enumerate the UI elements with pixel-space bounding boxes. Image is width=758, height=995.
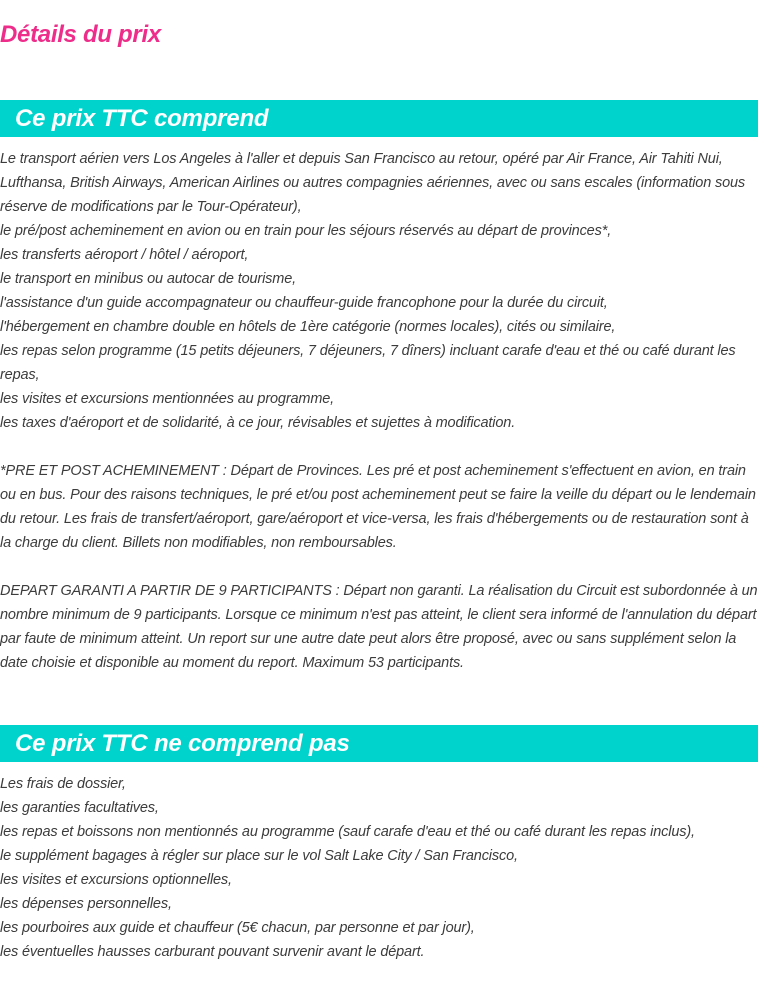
excluded-item: le supplément bagages à régler sur place sur le vol Salt Lake City / San Francisco,	[0, 848, 518, 864]
page-title: Détails du prix	[0, 21, 161, 48]
included-item: l'assistance d'un guide accompagnateur ou chauffeur-guide francophone pour la durée du circuit,	[0, 295, 608, 311]
excluded-item: les garanties facultatives,	[0, 800, 159, 816]
included-item: le transport en minibus ou autocar de tourisme,	[0, 271, 296, 287]
acheminement-note: *PRE ET POST ACHEMINEMENT : Départ de Provinces. Les pré et post acheminement s'effectuent en avion, en train ou en bus. Pour des raisons techniques, le pré et/ou post acheminement peut se faire la veille du départ ou le lendemain du retour. Les frais de transfert/aéroport, gare/aéroport et vice-versa, les frais d'hébergements ou de restauration sont à la charge du client. Billets non modifiables, non remboursables.	[0, 463, 756, 551]
excluded-heading: Ce prix TTC ne comprend pas	[15, 730, 350, 757]
excluded-item: Les frais de dossier,	[0, 776, 126, 792]
spacer	[0, 435, 758, 459]
included-item: Le transport aérien vers Los Angeles à l'aller et depuis San Francisco au retour, opéré par Air France, Air Tahiti Nui, Lufthansa, British Airways, American Airlines ou autres compagnies aériennes, avec ou sans escales (information sous réserve de modifications par le Tour-Opérateur),	[0, 151, 746, 215]
excluded-item: les pourboires aux guide et chauffeur (5€ chacun, par personne et par jour),	[0, 920, 475, 936]
depart-garanti-note: DEPART GARANTI A PARTIR DE 9 PARTICIPANTS : Départ non garanti. La réalisation du Circuit est subordonnée à un nombre minimum de 9 participants. Lorsque ce minimum n'est pas atteint, le client sera informé de l'annulation du départ par faute de minimum atteint. Un report sur une autre date peut alors être proposé, avec ou sans supplément selon la date choisie et disponible au moment du report. Maximum 53 participants.	[0, 583, 758, 671]
excluded-item: les dépenses personnelles,	[0, 896, 172, 912]
included-item: les visites et excursions mentionnées au programme,	[0, 391, 335, 407]
included-item: l'hébergement en chambre double en hôtels de 1ère catégorie (normes locales), cités ou similaire,	[0, 319, 616, 335]
spacer	[0, 555, 758, 579]
included-heading: Ce prix TTC comprend	[15, 105, 269, 132]
included-section-header	[0, 100, 758, 137]
excluded-content	[0, 772, 758, 964]
excluded-item: les éventuelles hausses carburant pouvant survenir avant le départ.	[0, 944, 425, 960]
included-item: le pré/post acheminement en avion ou en train pour les séjours réservés au départ de provinces*,	[0, 223, 612, 239]
included-item: les taxes d'aéroport et de solidarité, à ce jour, révisables et sujettes à modification.	[0, 415, 516, 431]
included-content	[0, 147, 758, 675]
included-item: les repas selon programme (15 petits déjeuners, 7 déjeuners, 7 dîners) incluant carafe d'eau et thé ou café durant les repas,	[0, 343, 736, 383]
included-item: les transferts aéroport / hôtel / aéroport,	[0, 247, 249, 263]
excluded-section-header	[0, 725, 758, 762]
excluded-item: les visites et excursions optionnelles,	[0, 872, 232, 888]
excluded-item: les repas et boissons non mentionnés au programme (sauf carafe d'eau et thé ou café durant les repas inclus),	[0, 824, 695, 840]
